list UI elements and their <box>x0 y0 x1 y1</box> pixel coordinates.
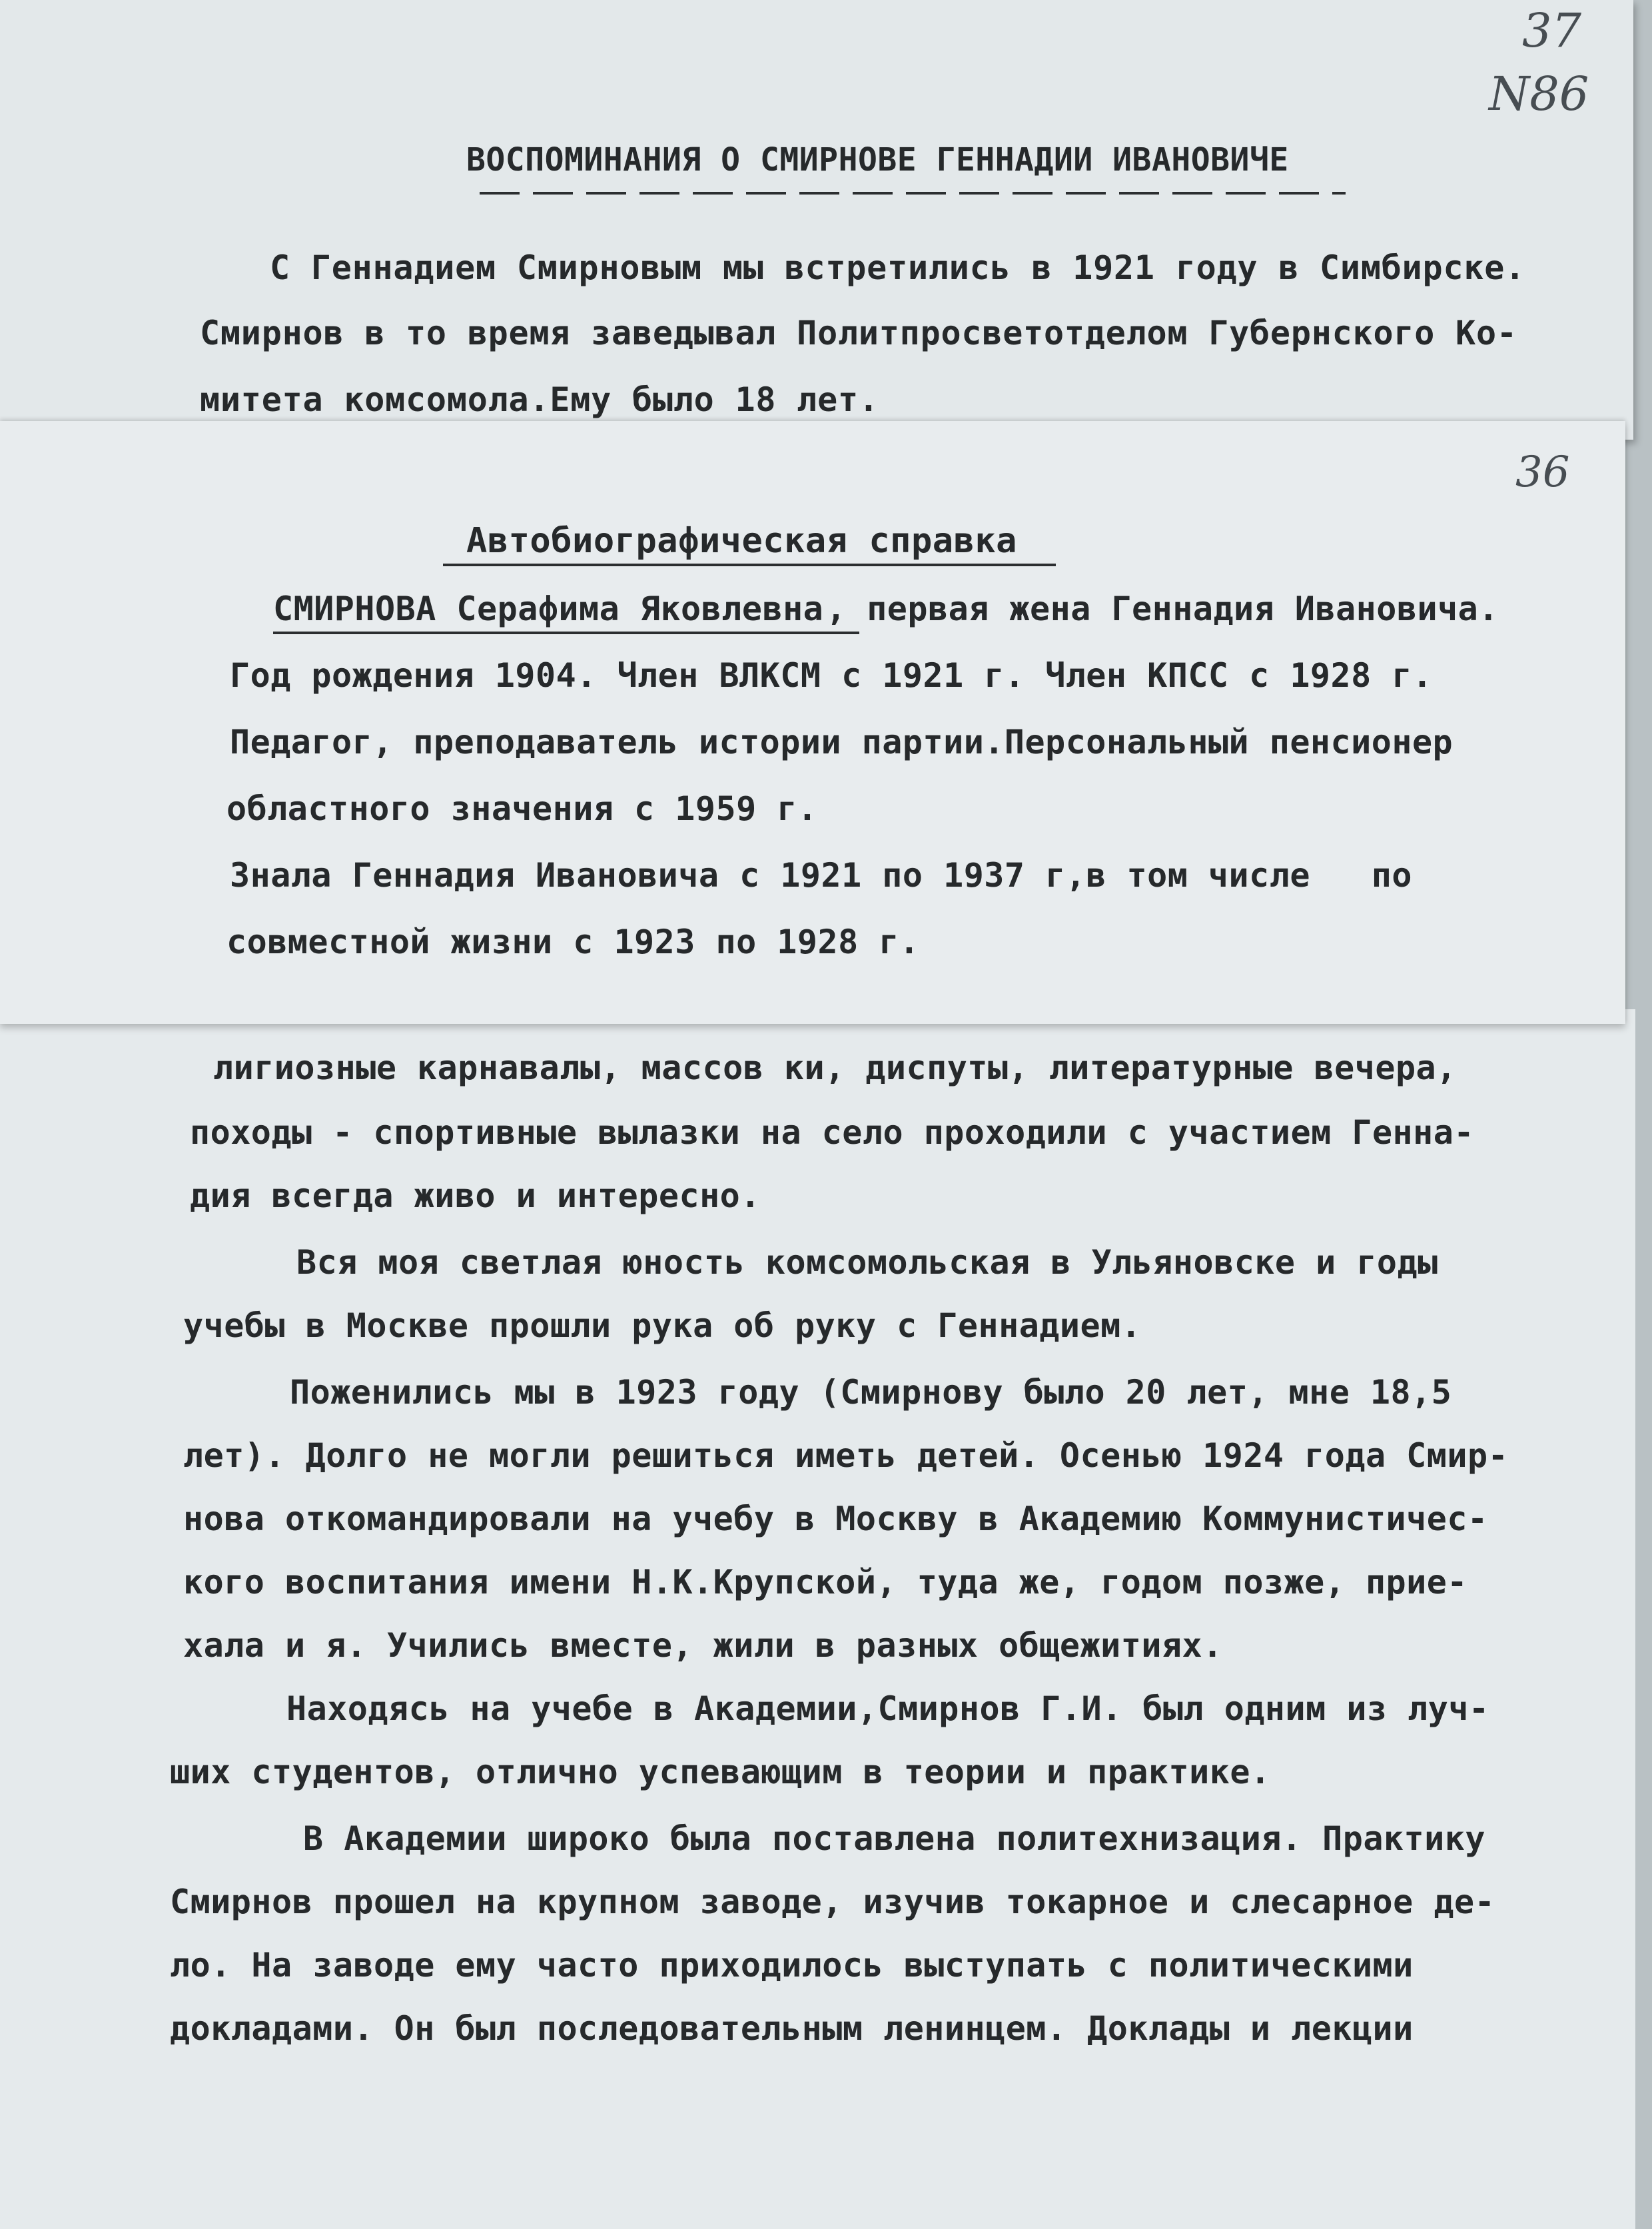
mid-name-underline <box>273 632 859 634</box>
bottom-line-14: Смирнов прошел на крупном заводе, изучив токарное и слесарное де- <box>170 1883 1495 1921</box>
mid-title-underline <box>443 564 1056 566</box>
bottom-line-11: Находясь на учебе в Академии,Смирнов Г.И. был одним из луч- <box>286 1689 1489 1728</box>
middle-sheet <box>0 421 1625 1024</box>
top-sheet <box>0 0 1633 440</box>
bottom-line-12: ших студентов, отлично успевающим в теории и практике. <box>170 1753 1271 1791</box>
page-number-n86: N86 <box>1489 67 1589 121</box>
page-number-36: 36 <box>1515 448 1570 497</box>
bottom-line-7: лет). Долго не могли решиться иметь детей. Осенью 1924 года Смир- <box>183 1436 1509 1475</box>
mid-line-1: , первая жена Геннадия Ивановича. <box>826 590 1499 628</box>
bottom-line-5: учебы в Москве прошли рука об руку с Геннадием. <box>183 1306 1142 1345</box>
top-line-2: Смирнов в то время заведывал Политпросветотделом Губернского Ко- <box>200 314 1517 352</box>
page-number-37: 37 <box>1522 3 1582 58</box>
bottom-line-16: докладами. Он был последовательным ленинцем. Доклады и лекции <box>170 2009 1414 2048</box>
bottom-line-1: лигиозные карнавалы, массов ки, диспуты, литературные вечера, <box>213 1049 1457 1087</box>
bottom-sheet <box>0 1009 1635 2229</box>
bottom-line-9: кого воспитания имени Н.К.Крупской, туда же, годом позже, прие- <box>183 1563 1467 1601</box>
top-title: ВОСПОМИНАНИЯ О СМИРНОВЕ ГЕННАДИИ ИВАНОВИЧЕ <box>466 141 1289 179</box>
mid-title: Автобиографическая справка <box>466 521 1017 561</box>
top-line-3: митета комсомола.Ему было 18 лет. <box>200 380 879 419</box>
mid-line-2: Год рождения 1904. Член ВЛКСМ с 1921 г. Член КПСС с 1928 г. <box>230 656 1433 695</box>
bottom-line-3: дия всегда живо и интересно. <box>190 1176 761 1215</box>
bottom-line-8: нова откомандировали на учебу в Москву в Академию Коммунистичес- <box>183 1500 1488 1538</box>
bottom-line-15: ло. На заводе ему часто приходилось выступать с политическими <box>170 1946 1414 1985</box>
bottom-line-2: походы - спортивные вылазки на село проходили с участием Генна- <box>190 1113 1474 1152</box>
mid-line-6: совместной жизни с 1923 по 1928 г. <box>226 923 920 961</box>
bottom-line-4: Вся моя светлая юность комсомольская в Ульяновске и годы <box>296 1243 1438 1282</box>
bottom-line-10: хала и я. Учились вместе, жили в разных общежитиях. <box>183 1626 1223 1665</box>
title-underline <box>480 192 1346 195</box>
mid-name: СМИРНОВА Серафима Яковлевна <box>273 590 824 628</box>
bottom-line-13: В Академии широко была поставлена политехнизация. Практику <box>303 1819 1485 1858</box>
top-line-1: С Геннадием Смирновым мы встретились в 1921 году в Симбирске. <box>270 248 1526 287</box>
bottom-line-6: Поженились мы в 1923 году (Смирнову было 20 лет, мне 18,5 <box>290 1373 1452 1412</box>
mid-line-3: Педагог, преподаватель истории партии.Персональный пенсионер <box>230 723 1453 761</box>
mid-line-5: Знала Геннадия Ивановича с 1921 по 1937 г,в том числе по <box>230 856 1412 895</box>
mid-line-4: областного значения с 1959 г. <box>226 789 818 828</box>
